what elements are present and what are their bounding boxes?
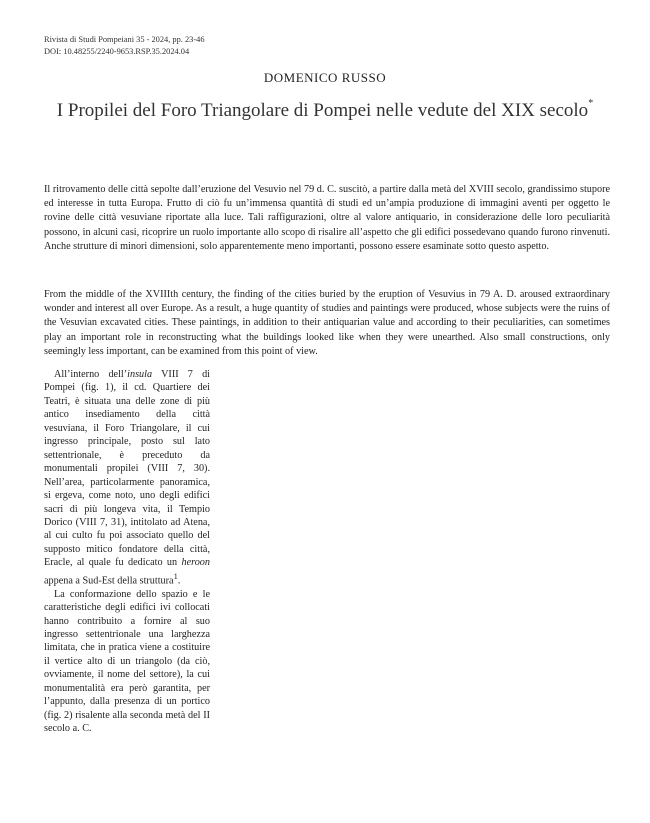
footnote-ref: 1 — [173, 570, 178, 581]
article-title — [0, 100, 650, 122]
abstract-italian: Il ritrovamento delle città sepolte dall’eruzione del Vesuvio nel 79 d. C. suscitò, a partire dalla metà del XVIII secolo, grandissimo stupore ed interesse in tutta Europa. Frutto di ciò fu un’immensa quantità di studi ed un’ampia produzione di immagini aventi per oggetto le rovine delle città vesuviane riportate alla luce. Tali raffigurazioni, oltre al valore antiquario, in considerazione delle loro peculiarità possono, in alcuni casi, ricoprire un ruolo importante allo scopo di risalire all’aspetto che gli edifici possedevano quando furono rinvenuti. Anche strutture di minori dimensioni, solo apparentemente meno importanti, possono essere esaminate sotto questo aspetto. — [44, 184, 610, 252]
title-text: I Propilei del Foro Triangolare di Pompei nelle vedute del XIX secolo — [56, 100, 589, 121]
journal-citation: Rivista di Studi Pompeiani 35 - 2024, pp. 23-46 — [44, 35, 205, 44]
author-name: DOMENICO RUSSO — [263, 70, 387, 85]
body-column-1 — [44, 368, 210, 736]
doi: DOI: 10.48255/2240-9653.RSP.35.2024.04 — [44, 46, 190, 56]
abstract-english: From the middle of the XVIIIth century, the finding of the cities buried by the eruption of Vesuvius in 79 A. D. aroused extraordinary wonder and interest all over Europe. As a result, a huge quantity of studies and paintings were produced, whose subjects were the ruins of the Vesuvian excavated cities. These paintings, in addition to their antiquarian value and according to their peculiarities, can sometimes play an important role in reconstructing what the buildings looked like when they were unearthed. Also small constructions, only seemingly less important, can be examined from this point of view. — [44, 289, 610, 357]
title-footnote-mark: * — [588, 98, 594, 109]
paragraph: All’interno dell’insula VIII 7 di Pompei (fig. 1), il cd. Quartiere dei Teatri, è situata una delle zone di più antico insediamento della città vesuviana, il Foro Triangolare, il cui ingresso principale, posto sul lato settentrionale, è preceduto da monumentali propilei (VIII 7, 30). Nell’area, particolarmente panoramica, si ergeva, come noto, uno degli edifici sacri di più longeva vita, il Tempio Dorico (VIII 7, 31), intitolato ad Atena, al cui culto fu poi associato quello del supposto mitico fondatore della città, Eracle, al quale fu dedicato un heroon appena a Sud-Est della struttura$^1$. — [44, 369, 211, 587]
paragraph: La conformazione dello spazio e le caratteristiche degli edifici ivi collocati hanno contribuito a fornire al suo ingresso settentrionale una larghezza limitata, che in pratica viene a costituire il vertice alto di un triangolo (da ciò, ovviamente, il nome del settore), la cui monumentalità era però garantita, per l’appunto, dalla presenza di un portico (fig. 2) risalente alla seconda metà del II secolo a. C. — [44, 588, 210, 735]
journal-header — [44, 34, 205, 57]
